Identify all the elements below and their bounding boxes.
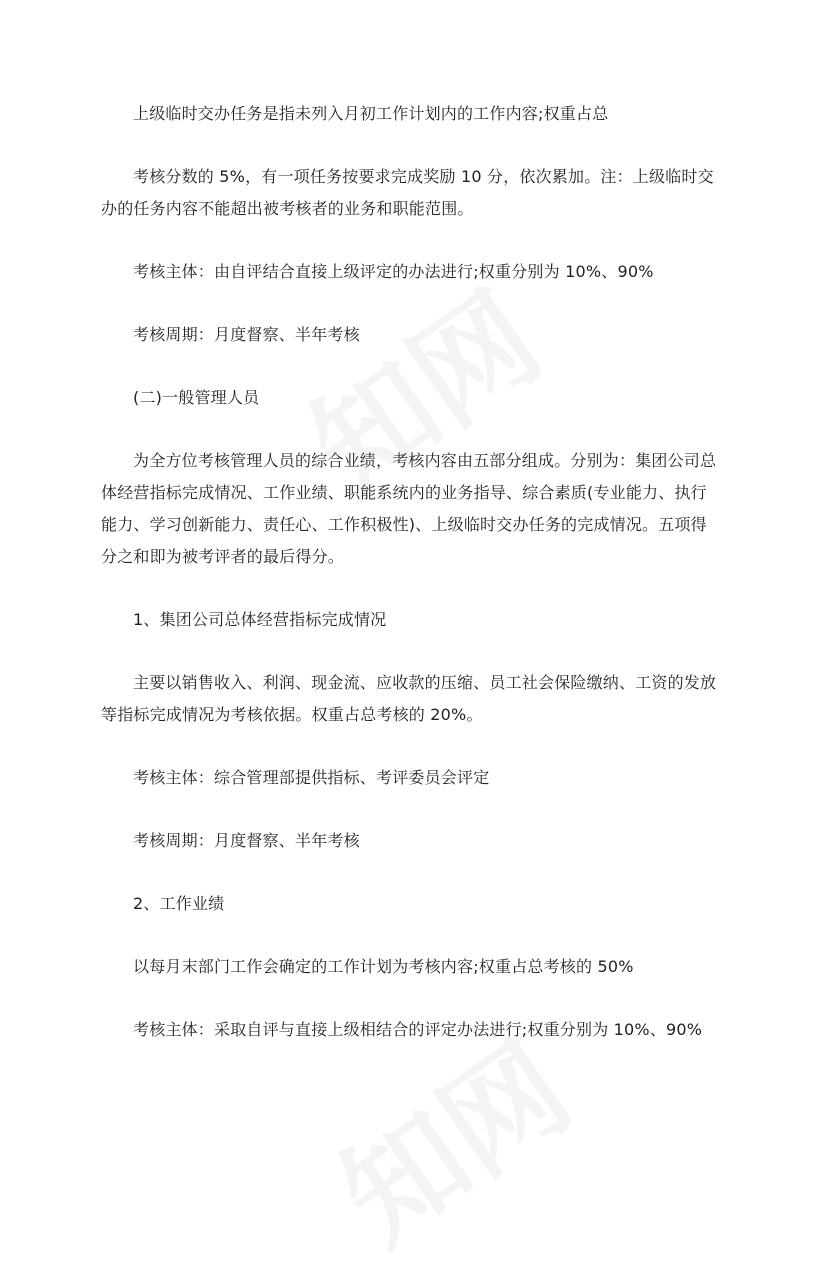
paragraph-8: 主要以销售收入、利润、现金流、应收款的压缩、员工社会保险缴纳、工资的发放等指标完成情况为考核依据。权重占总考核的 20%。 [101, 673, 717, 724]
section-heading-general-managers: (二)一般管理人员 [133, 388, 260, 407]
paragraph-13: 考核主体：采取自评与直接上级相结合的评定办法进行;权重分别为 10%、90% [133, 1020, 703, 1039]
document-body [101, 98, 718, 1077]
paragraph-4: 考核周期：月度督察、半年考核 [133, 325, 360, 344]
section-heading-work-performance: 2、工作业绩 [133, 894, 225, 913]
paragraph-10: 考核周期：月度督察、半年考核 [133, 831, 360, 850]
paragraph-2: 考核分数的 5%，有一项任务按要求完成奖励 10 分，依次累加。注：上级临时交办的任务内容不能超出被考核者的业务和职能范围。 [101, 167, 714, 218]
paragraph-6: 为全方位考核管理人员的综合业绩，考核内容由五部分组成。分别为：集团公司总体经营指标完成情况、工作业绩、职能系统内的业务指导、综合素质(专业能力、执行能力、学习创新能力、责任心、工作积极性)、上级临时交办任务的完成情况。五项得分之和即为被考评者的最后得分。 [101, 451, 717, 566]
paragraph-12: 以每月末部门工作会确定的工作计划为考核内容;权重占总考核的 50% [133, 957, 634, 976]
section-heading-group-indicators: 1、集团公司总体经营指标完成情况 [133, 610, 387, 629]
paragraph-3: 考核主体：由自评结合直接上级评定的办法进行;权重分别为 10%、90% [133, 262, 654, 281]
paragraph-1: 上级临时交办任务是指未列入月初工作计划内的工作内容;权重占总 [133, 104, 609, 123]
paragraph-9: 考核主体：综合管理部提供指标、考评委员会评定 [133, 768, 490, 787]
